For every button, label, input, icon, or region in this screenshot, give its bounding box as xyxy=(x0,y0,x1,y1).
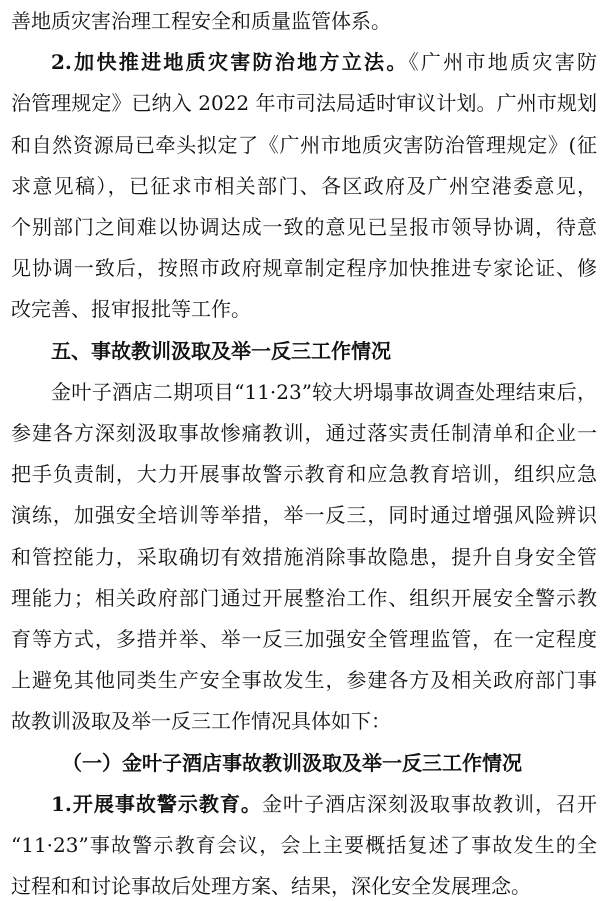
text-line: 求意见稿），已征求市相关部门、各区政府及广州空港委意见， xyxy=(11,173,597,198)
text-line: 和自然资源局已牵头拟定了《广州市地质灾害防治管理规定》(征 xyxy=(11,132,597,157)
text-line: “11·23”事故警示教育会议，会上主要概括复述了事故发生的全 xyxy=(11,833,597,857)
text-line xyxy=(51,47,597,77)
text-line: 和管控能力，采取确切有效措施消除事故隐患，提升自身安全管 xyxy=(11,544,597,569)
text-line xyxy=(51,789,597,819)
text-line: 参建各方深刻汲取事故惨痛教训，通过落实责任制清单和企业一 xyxy=(11,421,597,445)
bold-lead: 1.开展事故警示教育。 xyxy=(51,791,262,816)
text-line: 把手负责制，大力开展事故警示教育和应急教育培训，组织应急 xyxy=(11,462,597,487)
bold-lead: 2.加快推进地质灾害防治地方立法。 xyxy=(51,50,409,75)
text-line: 治管理规定》已纳入 2022 年市司法局适时审议计划。广州市规划 xyxy=(11,91,597,116)
text-line: 金叶子酒店二期项目“11·23”较大坍塌事故调查处理结束后， xyxy=(51,379,597,404)
text-line: 演练，加强安全培训等举措，举一反三，同时通过增强风险辨识 xyxy=(11,503,597,528)
text-line: 故教训汲取及举一反三工作情况具体如下： xyxy=(11,709,391,734)
text-line: 理能力；相关政府部门通过开展整治工作、组织开展安全警示教 xyxy=(11,585,597,610)
text-line: 过程和和讨论事故后处理方案、结果，深化安全发展理念。 xyxy=(11,874,531,899)
text-line: 育等方式，多措并举、举一反三加强安全管理监管，在一定程度 xyxy=(11,627,597,651)
section-heading: 五、事故教训汲取及举一反三工作情况 xyxy=(51,338,391,363)
subsection-heading: （一）金叶子酒店事故教训汲取及举一反三工作情况 xyxy=(62,750,522,775)
text-line: 改完善、报审报批等工作。 xyxy=(11,297,251,322)
text-span: 金叶子酒店深刻汲取事故教训，召开 xyxy=(261,791,598,816)
text-line: 个别部门之间难以协调达成一致的意见已呈报市领导协调，待意 xyxy=(11,215,597,239)
text-line: 上避免其他同类生产安全事故发生，参建各方及相关政府部门事 xyxy=(11,668,597,693)
text-line: 见协调一致后，按照市政府规章制定程序加快推进专家论证、修 xyxy=(11,256,597,281)
text-line: 善地质灾害治理工程安全和质量监管体系。 xyxy=(11,9,391,33)
text-span: 《广州市地质灾害防 xyxy=(408,50,597,75)
